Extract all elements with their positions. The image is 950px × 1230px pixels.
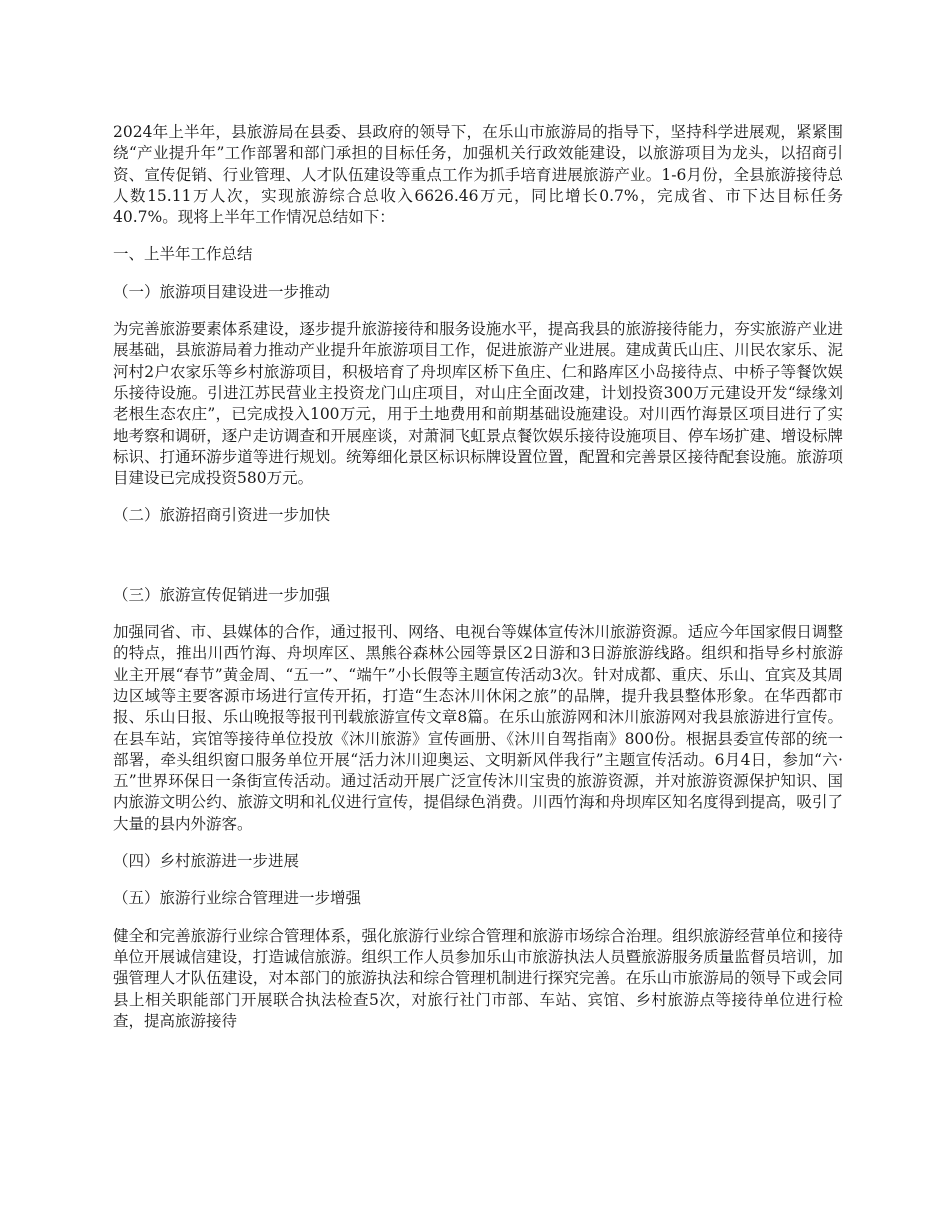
projects-paragraph: 为完善旅游要素体系建设，逐步提升旅游接待和服务设施水平，提高我县的旅游接待能力，夯实旅游产业进展基础，县旅游局着力推动产业提升年旅游项目工作，促进旅游产业进展。建成黄氏山庄、川民农家乐、泥河村2户农家乐等乡村旅游项目，积极培育了舟坝库区桥下鱼庄、仁和路库区小岛接待点、中桥子等餐饮娱乐接待设施。引进江苏民营业主投资龙门山庄项目，对山庄全面改建，计划投资300万元建设开发“绿缘刘老根生态农庄”，已完成投入100万元，用于土地费用和前期基础设施建设。对川西竹海景区项目进行了实地考察和调研，逐户走访调查和开展座谈，对萧洞飞虹景点餐饮娱乐接待设施项目、停车场扩建、增设标牌标识、打通环游步道等进行规划。统筹细化景区标识标牌设置位置，配置和完善景区接待配套设施。旅游项目建设已完成投资580万元。 <box>113 320 843 488</box>
subsection-heading-rural-tourism: （四）乡村旅游进一步进展 <box>113 852 300 871</box>
document-body <box>113 122 843 1032</box>
subsection-heading-promotion: （三）旅游宣传促销进一步加强 <box>113 585 331 604</box>
management-paragraph: 健全和完善旅游行业综合管理体系，强化旅游行业综合管理和旅游市场综合治理。组织旅游经营单位和接待单位开展诚信建设，打造诚信旅游。组织工作人员参加乐山市旅游执法人员暨旅游服务质量监督员培训，加强管理人才队伍建设，对本部门的旅游执法和综合管理机制进行探究完善。在乐山市旅游局的领导下或会同县上相关职能部门开展联合执法检查5次，对旅行社门市部、车站、宾馆、乡村旅游点等接待单位进行检查，提高旅游接待 <box>113 926 843 1030</box>
subsection-heading-projects: （一）旅游项目建设进一步推动 <box>113 282 331 301</box>
subsection-heading-management: （五）旅游行业综合管理进一步增强 <box>113 889 362 908</box>
section-heading-summary: 一、上半年工作总结 <box>113 245 253 264</box>
subsection-heading-investment: （二）旅游招商引资进一步加快 <box>113 506 331 525</box>
promotion-paragraph: 加强同省、市、县媒体的合作，通过报刊、网络、电视台等媒体宣传沐川旅游资源。适应今年国家假日调整的特点，推出川西竹海、舟坝库区、黑熊谷森林公园等景区2日游和3日游旅游线路。组织和指导乡村旅游业主开展“春节”黄金周、“五一”、“端午”小长假等主题宣传活动3次。针对成都、重庆、乐山、宜宾及其周边区域等主要客源市场进行宣传开拓，打造“生态沐川休闲之旅”的品牌，提升我县整体形象。在华西都市报、乐山日报、乐山晚报等报刊刊载旅游宣传文章8篇。在乐山旅游网和沐川旅游网对我县旅游进行宣传。在县车站，宾馆等接待单位投放《沐川旅游》宣传画册、《沐川自驾指南》800份。根据县委宣传部的统一部署，牵头组织窗口服务单位开展“活力沐川迎奥运、文明新风伴我行”主题宣传活动。6月4日，参加“六·五”世界环保日一条街宣传活动。通过活动开展广泛宣传沐川宝贵的旅游资源，并对旅游资源保护知识、国内旅游文明公约、旅游文明和礼仪进行宣传，提倡绿色消费。川西竹海和舟坝库区知名度得到提高，吸引了大量的县内外游客。 <box>113 623 843 833</box>
intro-paragraph: 2024年上半年，县旅游局在县委、县政府的领导下，在乐山市旅游局的指导下，坚持科学进展观，紧紧围绕“产业提升年”工作部署和部门承担的目标任务，加强机关行政效能建设，以旅游项目为龙头，以招商引资、宣传促销、行业管理、人才队伍建设等重点工作为抓手培育进展旅游产业。1-6月份，全县旅游接待总人数15.11万人次，实现旅游综合总收入6626.46万元，同比增长0.7%，完成省、市下达目标任务40.7%。现将上半年工作情况总结如下： <box>113 123 843 227</box>
